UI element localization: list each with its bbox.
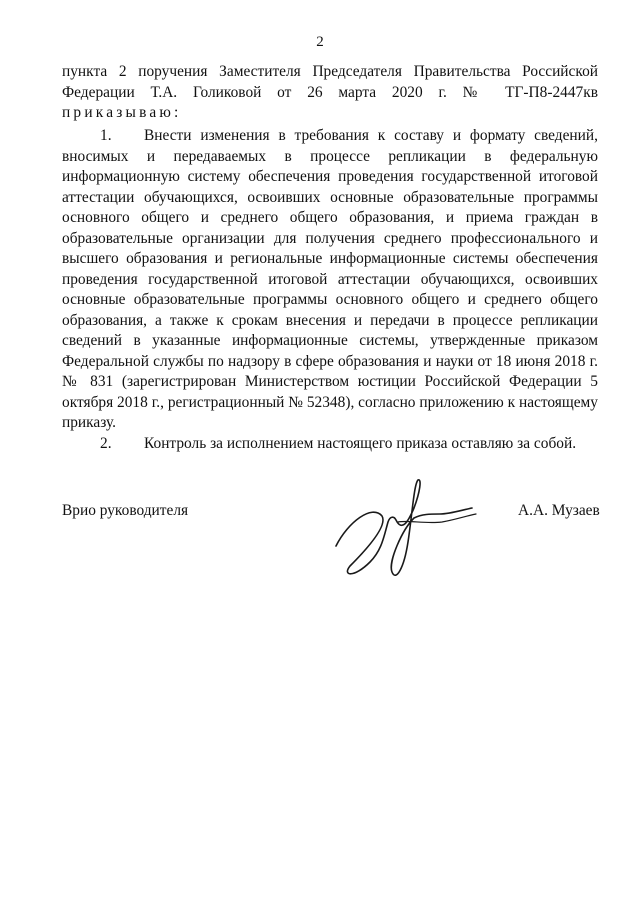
order-items bbox=[62, 126, 598, 454]
item-number-2: 2. bbox=[100, 434, 112, 452]
order-item-2 bbox=[62, 434, 598, 455]
order-item-1 bbox=[62, 126, 598, 434]
page-number: 2 bbox=[316, 34, 324, 50]
intro-text: пункта 2 поручения Заместителя Председателя Правительства Российской Федерации Т.А. Голиковой от 26 марта 2020 г. № ТГ-П8-2447кв bbox=[62, 63, 598, 101]
item-number-1: 1. bbox=[100, 127, 112, 144]
signatory-title: Врио руководителя bbox=[62, 502, 189, 519]
item-text-1: Внести изменения в требования к составу и формату сведений, вносимых и передаваемых в процессе репликации в федеральную информационную систему обеспечения проведения государственной итоговой аттестации обучающихся, освоивших основные образовательные программы основного общего и среднего общего образования, и приема граждан в образовательные организации для получения среднего профессионального и высшего образования и региональные информационные системы обеспечения проведения государственной итоговой аттестации обучающихся, освоивших основные образовательные программы основного общего и среднего общего образования, а также к срокам внесения и передачи в процессе репликации сведений в указанные информационные системы, утвержденные приказом Федеральной службы по надзору в сфере образования и науки от 18 июня 2018 г. № 831 (зарегистрирован Министерством юстиции Российской Федерации 5 октября 2018 г., регистрационный № 52348), согласно приложению к настоящему приказу. bbox=[62, 127, 598, 431]
order-word: приказываю: bbox=[62, 104, 182, 121]
signatory-name: А.А. Музаев bbox=[518, 502, 600, 519]
intro-paragraph bbox=[62, 62, 598, 124]
item-text-2: Контроль за исполнением настоящего приказа оставляю за собой. bbox=[144, 434, 577, 452]
handwritten-signature bbox=[330, 470, 480, 590]
